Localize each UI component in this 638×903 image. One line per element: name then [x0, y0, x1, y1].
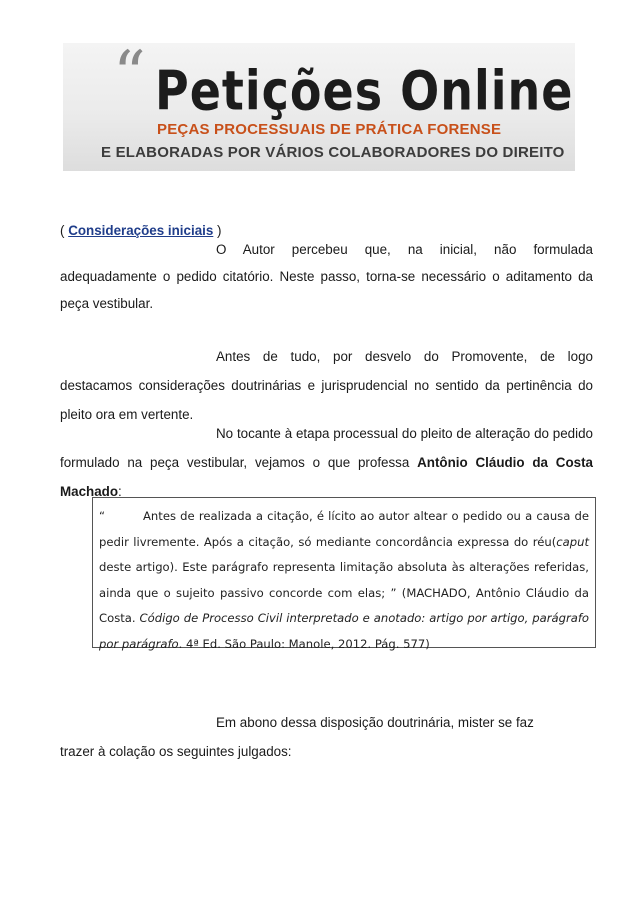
doctrine-quote-box	[92, 497, 596, 651]
paragraph-1-text: O Autor percebeu que, na inicial, não formulada adequadamente o pedido citatório. Neste passo, torna-se necessário o aditamento da peça vestibular.	[60, 242, 593, 311]
paragraph-3-text: No tocante à etapa processual do pleito de alteração do pedido formulado na peça vestibular, vejamos o que professa	[60, 426, 593, 470]
section-heading-link[interactable]: Considerações iniciais	[68, 223, 214, 238]
cited-author: Antônio Cláudio da Costa Machado	[60, 455, 593, 499]
quote-body-3: . 4ª Ed. São Paulo: Manole, 2012. Pág. 577)	[178, 636, 430, 651]
quote-body-2: deste artigo). Este parágrafo representa limitação absoluta às alterações referidas, ainda que o sujeito passivo concorde com elas; ” (MACHADO, Antônio Cláudio da Costa.	[99, 560, 589, 626]
quote-book-title: Código de Processo Civil interpretado e anotado: artigo por artigo, parágrafo por parágrafo	[99, 611, 590, 651]
quote-body-1: Antes de realizada a citação, é lícito ao autor altear o pedido ou a causa de pedir livremente. Após a citação, só mediante concordância expressa do réu(	[99, 509, 589, 549]
heading-open-paren: (	[60, 223, 69, 238]
paragraph-3-end: :	[118, 484, 122, 499]
site-logo	[63, 43, 575, 171]
paragraph-4-text: Em abono dessa disposição doutrinária, mister se faz trazer à colação os seguintes julgados:	[60, 715, 534, 759]
paragraph-4	[60, 708, 560, 766]
paragraph-2	[60, 341, 593, 429]
logo-title: Petições Online	[155, 59, 574, 123]
quote-open-mark: “	[99, 509, 106, 523]
logo-subtitle-1: PEÇAS PROCESSUAIS DE PRÁTICA FORENSE	[157, 121, 502, 138]
logo-subtitle-2: E ELABORADAS POR VÁRIOS COLABORADORES DO DIREITO	[101, 144, 565, 161]
quote-caput: caput	[556, 534, 589, 549]
paragraph-2-text: Antes de tudo, por desvelo do Promovente, de logo destacamos considerações doutrinárias e jurisprudencial no sentido da pertinência do pleito ora em vertente.	[60, 349, 593, 422]
logo-quote-mark: “	[113, 43, 146, 112]
paragraph-1	[60, 235, 593, 317]
paragraph-3	[60, 419, 593, 506]
heading-close-paren: )	[213, 223, 222, 238]
